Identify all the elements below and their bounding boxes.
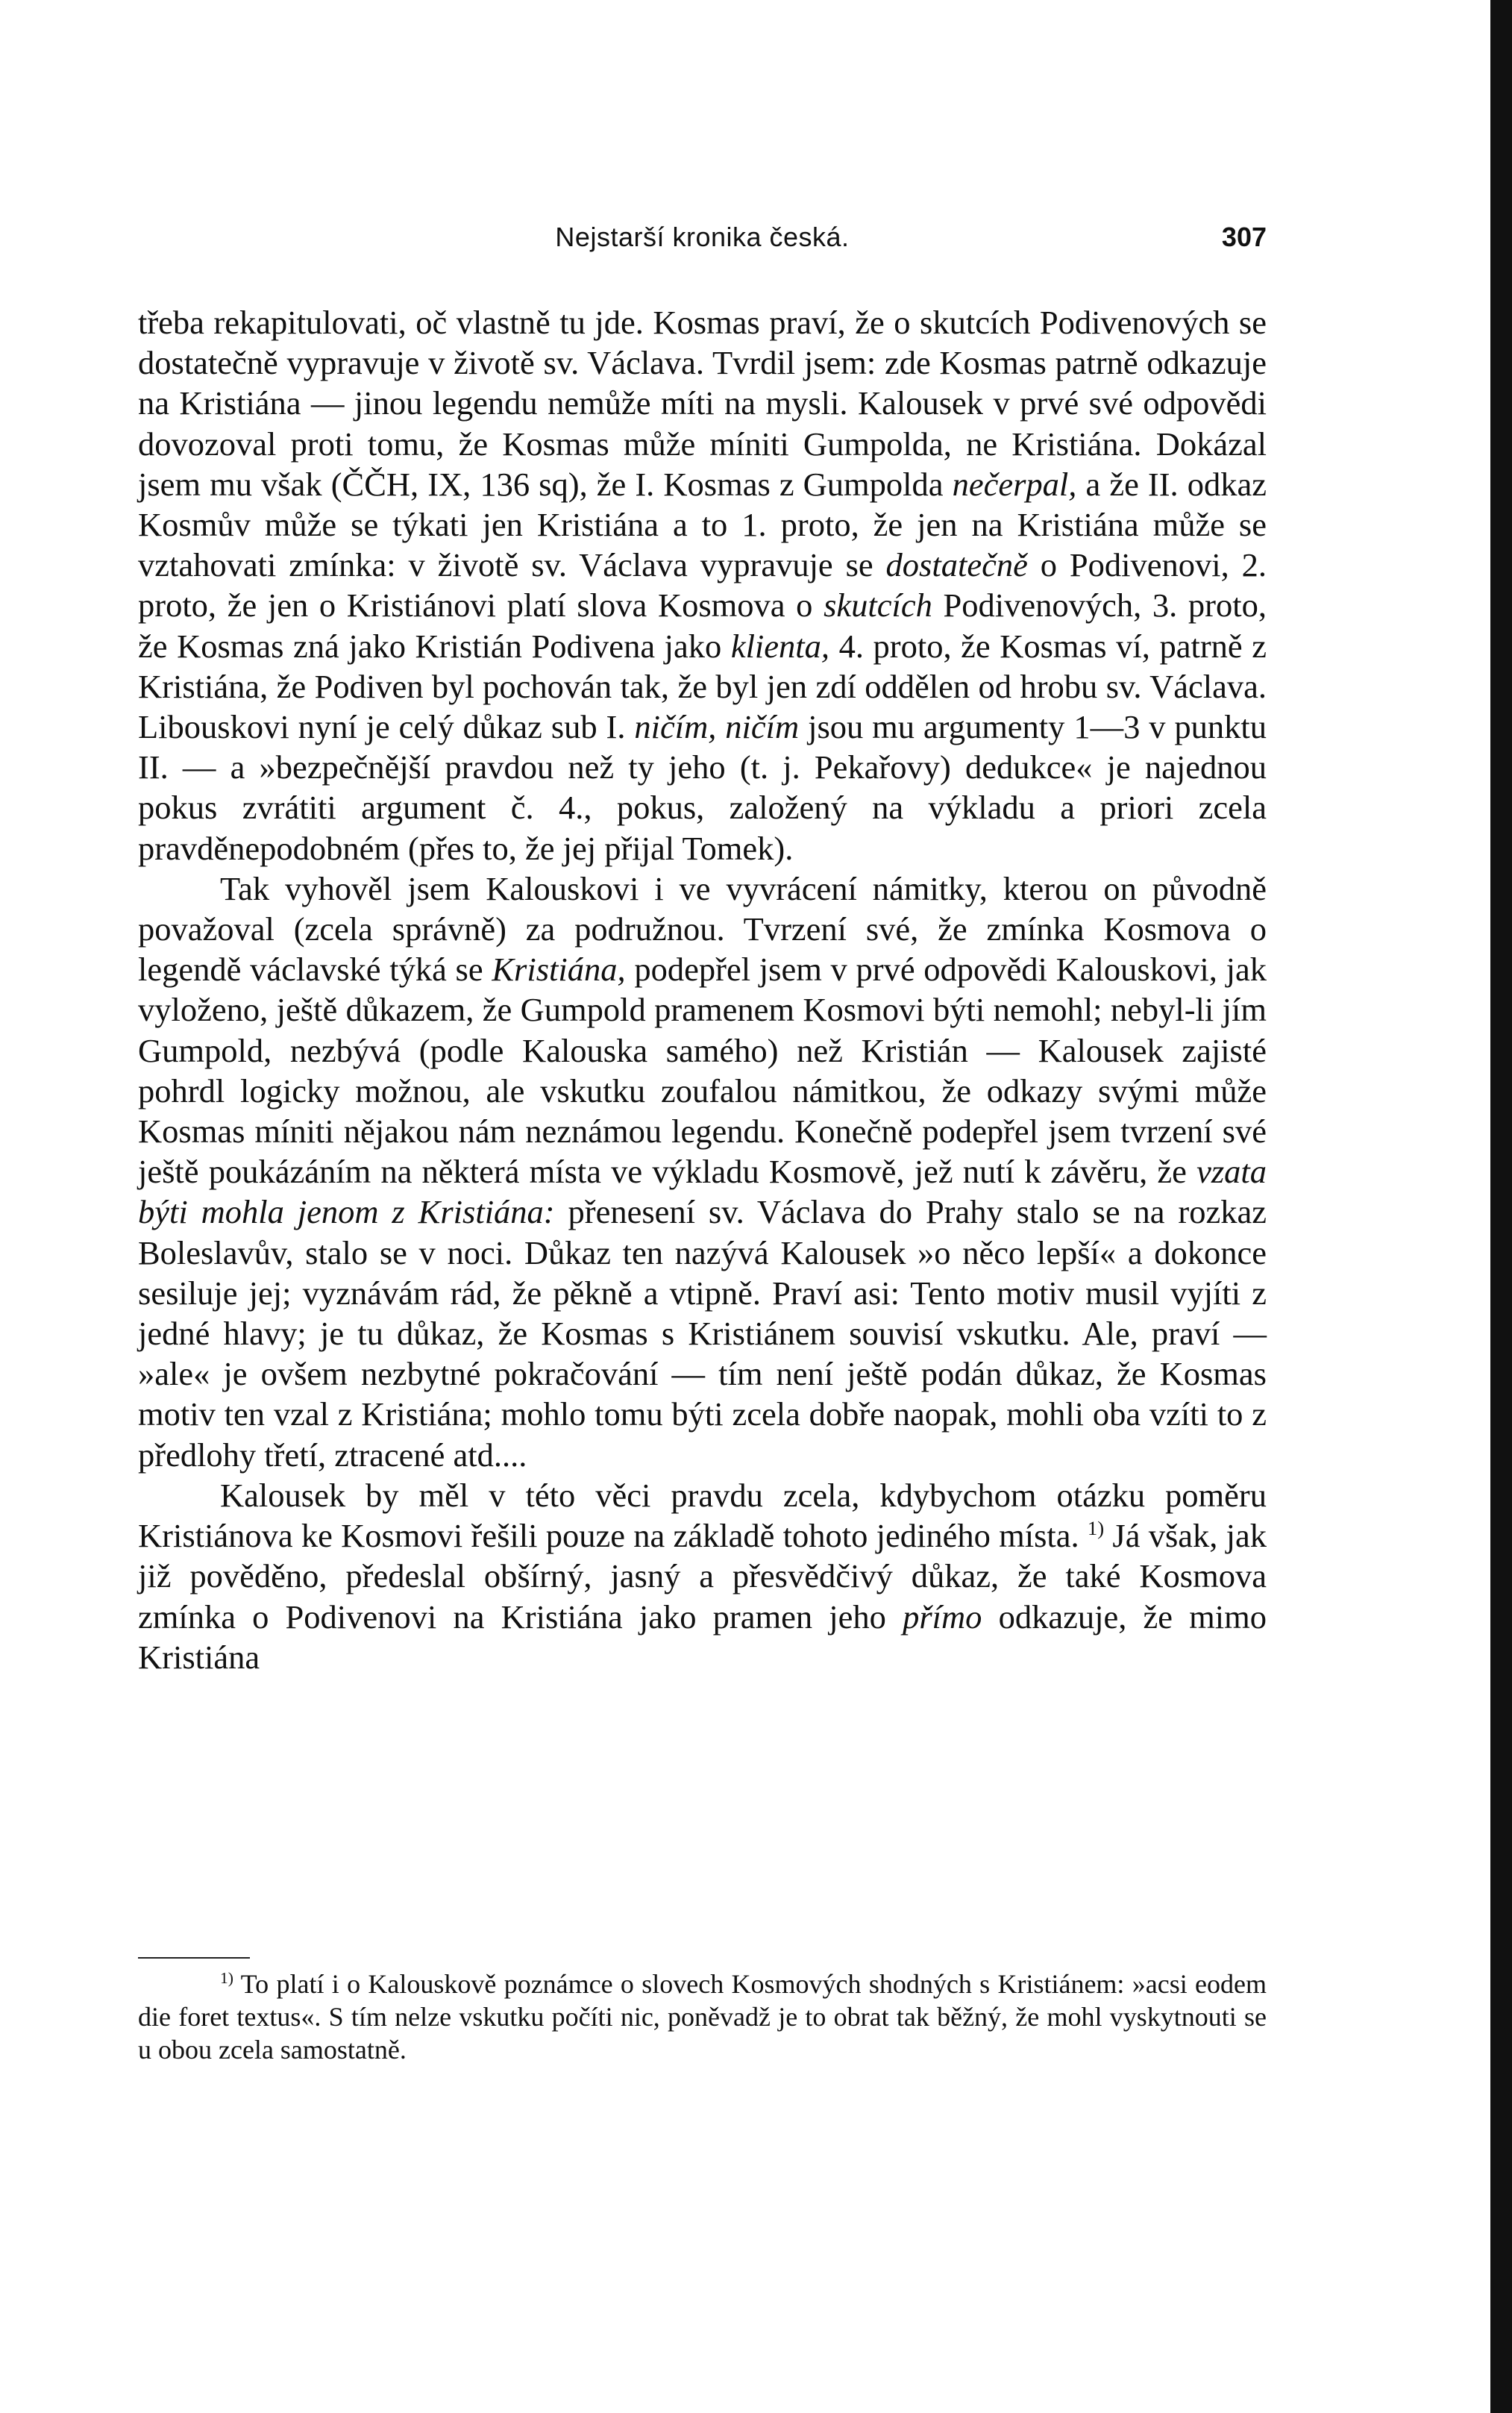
italic-run: nečerpal, — [952, 465, 1077, 503]
running-title: Nejstarší kronika česká. — [555, 222, 850, 252]
text-run: Já však, jak již pověděno, předeslal obšírný, jasný a přesvědčivý důkaz, že také Kosmova zmínka o Podivenovi na Kristiána jako pramen jeho — [138, 1517, 1267, 1636]
paragraph-3 — [138, 1475, 1267, 1677]
paragraph-1 — [138, 302, 1267, 869]
text-run: o Podivenovi, 2. proto, že jen o Kristiánovi platí slova Kosmova o — [138, 546, 1267, 625]
italic-run: přímo — [903, 1597, 982, 1636]
text-run: Podivenových, 3. proto, že Kosmas zná jako Kristián Podivena jako — [138, 586, 1267, 665]
footnote-text — [138, 1968, 1267, 2066]
main-text — [138, 302, 1267, 1677]
italic-run: Kristiána, — [492, 951, 626, 989]
footnote — [138, 1968, 1267, 2066]
text-run: odkazuje, že mimo Kristiána — [138, 1597, 1267, 1676]
italic-run: vzata býti mohla jenom z Kristiána: — [138, 1153, 1267, 1231]
text-run: 4. proto, že Kosmas ví, patrně z Kristiána, že Podiven byl pochován tak, že byl jen zdí oddělen od hrobu sv. Václava. Libouskovi nyní je celý důkaz sub I. — [138, 627, 1267, 746]
text-run: Kalousek by měl v této věci pravdu zcela, kdybychom otázku poměru Kristiánova ke Kosmovi řešili pouze na základě tohoto jediného místa. — [138, 1476, 1267, 1555]
text-run: přenesení sv. Václava do Prahy stalo se na rozkaz Boleslavův, stalo se v noci. Důkaz ten nazývá Kalousek »o něco lepší« a dokonce sesiluje jej; vyznávám rád, že pěkně a vtipně. Praví asi: Tento motiv musil vyjíti z jedné hlavy; je tu důkaz, že Kosmas s Kristiánem souvisí vskutku. Ale, praví — »ale« je ovšem nezbytné pokračování — tím není ještě podán důkaz, že Kosmas motiv ten vzal z Kristiána; mohlo tomu býti zcela dobře naopak, mohli oba vzíti to z předlohy třetí, ztracené atd.... — [138, 1193, 1267, 1474]
page-number: 307 — [1221, 222, 1267, 252]
footnote-divider — [138, 1957, 250, 1959]
paragraph-2 — [138, 869, 1267, 1475]
text-run: jsou mu argumenty 1—3 v punktu II. — a »bezpečnější pravdou než ty jeho (t. j. Pekařovy) dedukce« je najednou pokus zvrátiti argument č. 4., pokus, založený na výkladu a priori zcela pravděnepodobném (přes to, že jej přijal Tomek). — [138, 708, 1267, 867]
italic-run: klienta, — [730, 627, 830, 665]
italic-run: ničím, ničím — [634, 708, 800, 746]
text-run: podepřel jsem v prvé odpovědi Kalouskovi, jak vyloženo, ještě důkazem, že Gumpold pramenem Kosmovi býti nemohl; nebyl-li jím Gumpold, nezbývá (podle Kalouska samého) než Kristián — Kalousek zajisté pohrdl logicky možnou, ale vskutku zoufalou námitkou, že odkazy svými může Kosmas míniti nějakou nám neznámou legendu. Konečně podepřel jsem tvrzení své ještě poukázáním na některá místa ve výkladu Kosmově, jež nutí k závěru, že — [138, 951, 1267, 1191]
text-run: a že II. odkaz Kosmův může se týkati jen Kristiána a to 1. proto, že jen na Kristiána může se vztahovati zmínka: v životě sv. Václava vypravuje se — [138, 465, 1267, 584]
footnote-reference: 1) — [1087, 1517, 1105, 1540]
running-header — [138, 222, 1267, 259]
italic-run: skutcích — [824, 586, 932, 625]
scan-edge — [1490, 0, 1512, 2413]
italic-run: dostatečně — [885, 546, 1028, 584]
text-run: třeba rekapitulovati, oč vlastně tu jde. Kosmas praví, že o skutcích Podivenových se dostatečně vypravuje v životě sv. Václava. Tvrdil jsem: zde Kosmas patrně odkazuje na Kristiána — jinou legendu nemůže míti na mysli. Kalousek v prvé své odpovědi dovozoval proti tomu, že Kosmas může míniti Gumpolda, ne Kristiána. Dokázal jsem mu však (ČČH, IX, 136 sq), že I. Kosmas z Gumpolda — [138, 304, 1267, 503]
footnote-marker: 1) — [220, 1969, 233, 1987]
footnote-body: To platí i o Kalouskově poznámce o slovech Kosmových shodných s Kristiánem: »acsi eodem die foret textus«. S tím nelze vskutku počíti nic, poněvadž je to obrat tak běžný, že mohl vyskytnouti se u obou zcela samostatně. — [138, 1969, 1267, 2065]
text-run: Tak vyhověl jsem Kalouskovi i ve vyvrácení námitky, kterou on původně považoval (zcela správně) za podružnou. Tvrzení své, že zmínka Kosmova o legendě václavské týká se — [138, 869, 1267, 989]
